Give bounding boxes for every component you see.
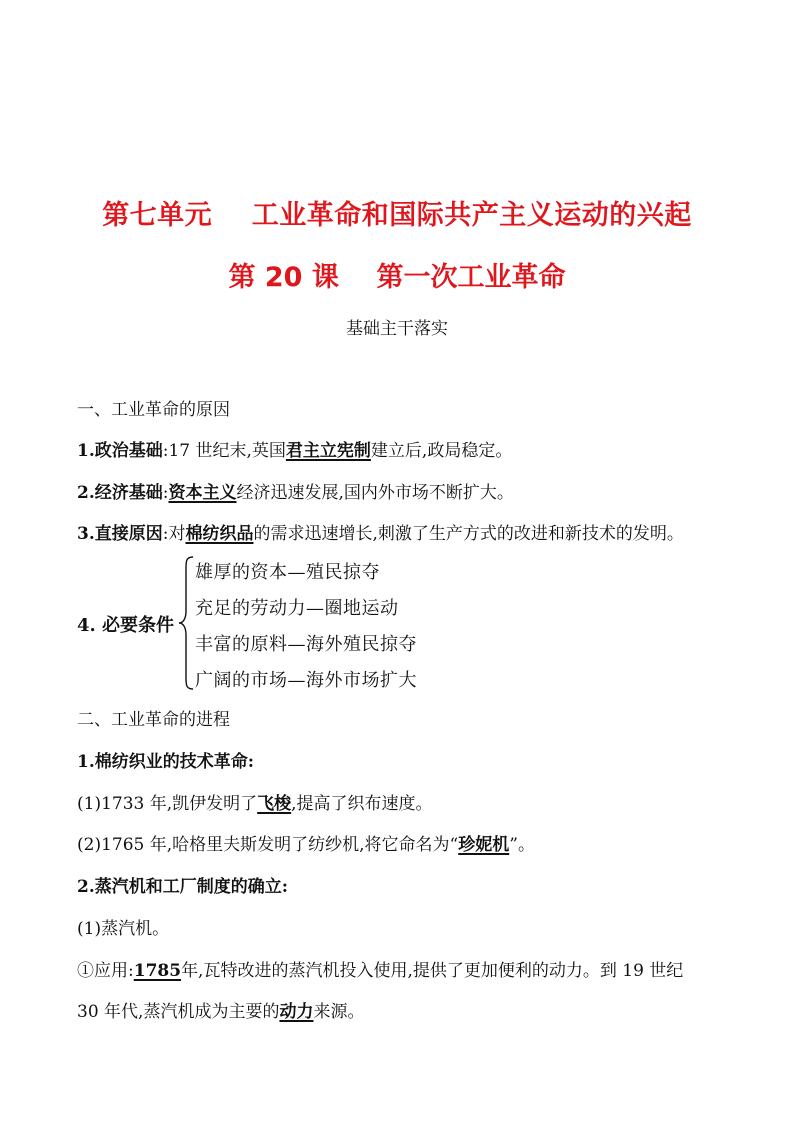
sub2-point2-post: 年,瓦特改进的蒸汽机投入使用,提供了更加便利的动力。到 19 世纪	[181, 961, 684, 981]
sub2-point3-pre: 30 年代,蒸汽机成为主要的	[77, 1002, 280, 1022]
item1-text-post: 建立后,政局稳定。	[370, 441, 513, 461]
sub2-point2-keyword: 1785	[133, 961, 182, 981]
sub1-title: 1.棉纺织业的技术革命:	[77, 752, 255, 772]
sub2-point3-post: 来源。	[313, 1002, 365, 1022]
necessary-conditions-block	[77, 555, 497, 695]
sub1-point1-pre: (1)1733 年,凯伊发明了	[77, 794, 258, 814]
item2-label: 经济基础	[94, 483, 163, 503]
item3-paragraph	[77, 523, 684, 545]
item2-number: 2.	[77, 483, 95, 503]
curly-brace-icon	[177, 555, 195, 691]
sub1-point2	[77, 834, 535, 856]
sub1-point2-keyword: 珍妮机	[458, 835, 510, 855]
necessary-conditions-label: 4. 必要条件	[77, 615, 175, 636]
item1-label: 政治基础	[94, 441, 163, 461]
unit-title: 第七单元 工业革命和国际共产主义运动的兴起	[102, 200, 692, 231]
sub2-point1: (1)蒸汽机。	[77, 919, 170, 939]
condition-item: 丰富的原料—海外殖民掠夺	[195, 634, 417, 655]
item2-paragraph	[77, 482, 514, 504]
sub2-point2	[77, 960, 683, 982]
sub2-point2-pre: ①应用:	[77, 961, 134, 981]
item2-text-post: 经济迅速发展,国内外市场不断扩大。	[236, 483, 514, 503]
conditions-list	[195, 555, 417, 699]
section-subtitle: 基础主干落实	[346, 319, 448, 339]
lesson-title: 第 20 课 第一次工业革命	[228, 262, 566, 293]
sub2-point3	[77, 1001, 364, 1023]
sub2-point3-keyword: 动力	[279, 1002, 314, 1022]
condition-item: 充足的劳动力—圈地运动	[195, 598, 399, 619]
item1-keyword: 君主立宪制	[285, 441, 371, 461]
item2-keyword: 资本主义	[168, 483, 237, 503]
item1-paragraph	[77, 440, 512, 462]
item3-keyword: 棉纺织品	[185, 524, 254, 544]
sub1-point2-post: ”。	[509, 835, 535, 855]
section1-heading: 一、工业革命的原因	[77, 400, 230, 420]
item3-text-pre: :对	[162, 524, 186, 544]
sub1-point1-keyword: 飞梭	[257, 794, 292, 814]
sub2-title: 2.蒸汽机和工厂制度的确立:	[77, 877, 289, 897]
sub1-point2-pre: (2)1765 年,哈格里夫斯发明了纺纱机,将它命名为“	[77, 835, 459, 855]
condition-item: 广阔的市场—海外市场扩大	[195, 670, 417, 691]
condition-item: 雄厚的资本—殖民掠夺	[195, 562, 380, 583]
sub1-point1	[77, 793, 433, 815]
item1-text-pre: :17 世纪末,英国	[162, 441, 286, 461]
section2-heading: 二、工业革命的进程	[77, 710, 230, 730]
sub1-point1-post: ,提高了织布速度。	[291, 794, 433, 814]
item3-label: 直接原因	[94, 524, 163, 544]
item3-text-post: 的需求迅速增长,刺激了生产方式的改进和新技术的发明。	[253, 524, 684, 544]
item1-number: 1.	[77, 441, 95, 461]
item2-text-pre: :	[162, 483, 169, 503]
item3-number: 3.	[77, 524, 95, 544]
